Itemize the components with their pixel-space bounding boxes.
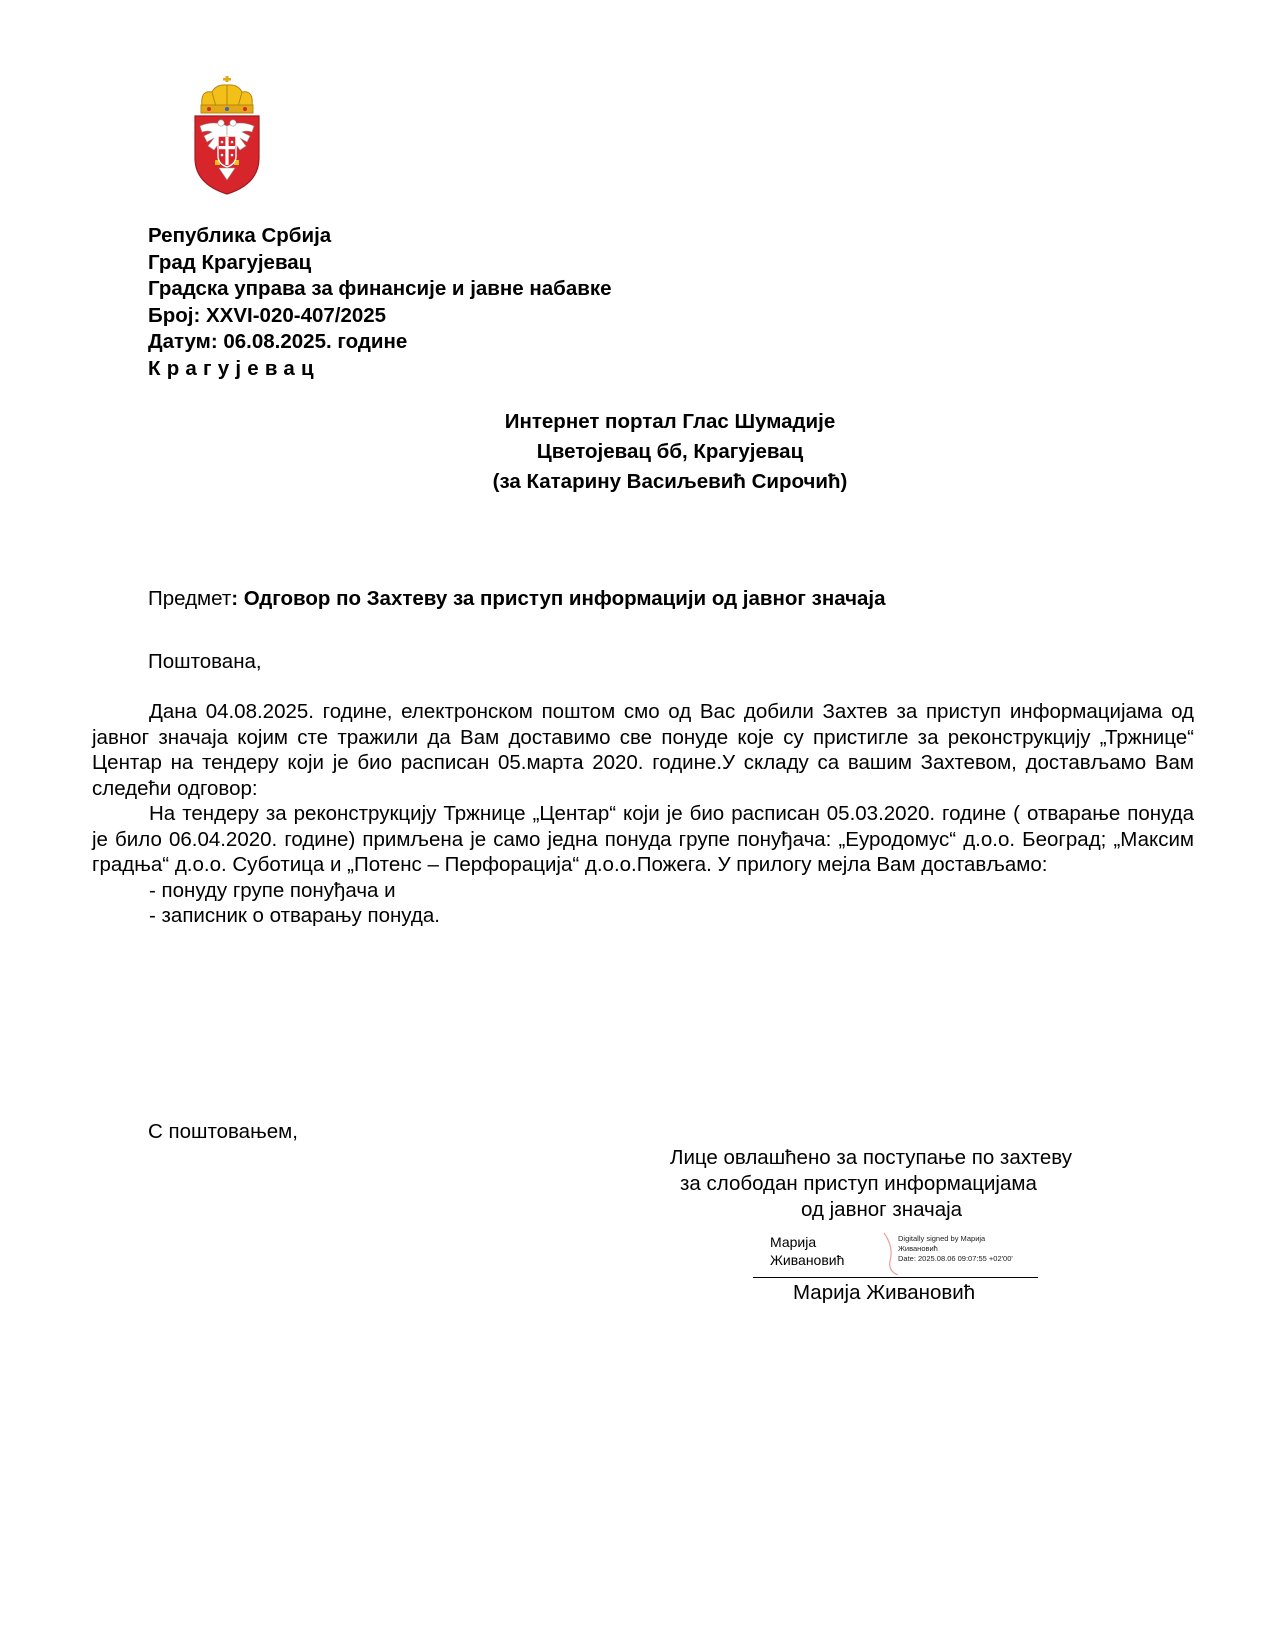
- attachment-item-1: - понуду групе понуђача и: [149, 878, 396, 902]
- header-reference-number: Број: XXVI-020-407/2025: [148, 303, 387, 327]
- recipient-name: Интернет портал Глас Шумадије: [504, 410, 836, 433]
- recipient-address: Цветојевац бб, Крагујевац: [536, 440, 804, 463]
- header-department: Градска управа за финансије и јавне набавке: [148, 277, 612, 300]
- digital-signature: [770, 1231, 1040, 1277]
- signature-line: [753, 1277, 1038, 1278]
- signer-title: [660, 1145, 1130, 1223]
- body-paragraph-2: На тендеру за реконструкцију Тржнице „Центар“ који је био расписан 05.03.2020. године ( отварање понуда је било 06.04.2020. године) примљена је само једна понуда групе понуђача: „Еуродомус“ д.о.о. Београд; „Максим градња“ д.о.о. Суботица и „Потенс – Перфорација“ д.о.о.Пожега. У прилогу мејла Вам достављамо:: [92, 802, 1194, 876]
- signature-meta-line-1: Digitally signed by Марија: [898, 1234, 986, 1243]
- signature-meta-line-2: Живановић: [898, 1244, 938, 1253]
- subject-label: Предмет: [148, 587, 232, 610]
- recipient-block: [380, 407, 960, 497]
- body-paragraph-1: Дана 04.08.2025. године, електронском поштом смо од Вас добили Захтев за приступ информацијама од јавног значаја којим сте тражили да Вам доставимо све понуде које су пристигле за реконструкцију „Тржнице“ Центар на тендеру који је био расписан 05.марта 2020. године.У складу са вашим Захтевом, достављамо Вам следећи одговор:: [92, 700, 1194, 800]
- digital-signature-name-line-1: Марија: [770, 1234, 817, 1250]
- header-republic: Република Србија: [148, 224, 332, 247]
- header-place: Крагујевац: [148, 356, 320, 380]
- attachment-item-2: - записник о отварању понуда.: [149, 904, 440, 927]
- digital-signature-name-line-2: Живановић: [770, 1252, 845, 1268]
- subject-text: : Одговор по Захтеву за приступ информацији од јавног значаја: [231, 587, 886, 610]
- header-city: Град Крагујевац: [148, 250, 312, 274]
- signer-printed-name: Марија Живановић: [793, 1281, 976, 1304]
- sender-header: [148, 223, 612, 382]
- letter-body: [92, 699, 1194, 929]
- subject-line: [148, 587, 886, 611]
- signer-title-line-3: од јавног значаја: [801, 1198, 963, 1221]
- recipient-attention: (за Катарину Васиљевић Сирочић): [492, 470, 848, 493]
- signer-title-line-2: за слободан приступ информацијама: [680, 1172, 1037, 1195]
- digital-signature-metadata: [898, 1234, 1038, 1264]
- signer-title-line-1: Лице овлашћено за поступање по захтеву: [670, 1146, 1073, 1169]
- serbia-coat-of-arms-icon: [192, 76, 262, 196]
- closing-phrase: С поштовањем,: [148, 1120, 298, 1143]
- salutation: Поштована,: [148, 650, 262, 673]
- signature-meta-line-3: Date: 2025.08.06 09:07:55 +02'00': [898, 1254, 1013, 1263]
- digital-signature-name: [770, 1233, 880, 1269]
- header-date: Датум: 06.08.2025. године: [148, 330, 408, 353]
